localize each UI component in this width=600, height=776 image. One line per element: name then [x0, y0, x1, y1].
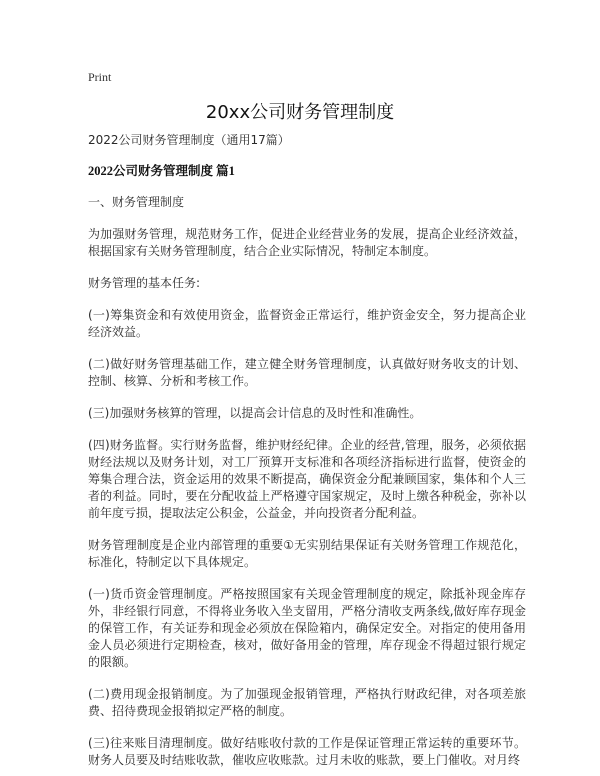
paragraph-rule-2: (二)费用现金报销制度。为了加强现金报销管理，严格执行财政纪律，对各项差旅费、招待费现金报销拟定严格的制度。 — [88, 687, 526, 718]
document-body — [88, 132, 526, 769]
document-title: 20xx公司财务管理制度 — [205, 102, 395, 123]
document-subtitle: 2022公司财务管理制度（通用17篇） — [88, 133, 290, 147]
paragraph-task-1: (一)筹集资金和有效使用资金，监督资金正常运行，维护资金安全，努力提高企业经济效益。 — [88, 308, 526, 339]
paragraph-task-3: (三)加强财务核算的管理，以提高会计信息的及时性和准确性。 — [88, 406, 422, 420]
paragraph-task-4: (四)财务监督。实行财务监督，维护财经纪律。企业的经营,管理，服务，必须依据财经法规以及财务计划，对工厂预算开支标准和各项经济指标进行监督，使资金的筹集合理合法，资金运用的效果不断提高，确保资金分配兼顾国家，集体和个人三者的利益。同时，要在分配收益上严格遵守国家规定，及时上缴各种税金，弥补以前年度亏损，提取法定公积金，公益金，并向投资者分配利益。 — [88, 438, 526, 520]
paragraph-section-title: 一、财务管理制度 — [88, 195, 185, 209]
paragraph-rules-intro: 财务管理制度是企业内部管理的重要①无实别结果保证有关财务管理工作规范化，标准化，特制定以下具体规定。 — [88, 538, 526, 569]
section-heading: 2022公司财务管理制度 篇1 — [88, 164, 235, 178]
paragraph-task-2: (二)做好财务管理基础工作，建立健全财务管理制度，认真做好财务收支的计划、控制、核算、分析和考核工作。 — [88, 357, 526, 388]
paragraph-intro: 为加强财务管理，规范财务工作，促进企业经营业务的发展，提高企业经济效益，根据国家有关财务管理制度，结合企业实际情况，特制定本制度。 — [88, 227, 526, 258]
paragraph-rule-3: (三)往来账目清理制度。做好结账收付款的工作是保证管理正常运转的重要环节。财务人员要及时结账收款，催收应收账款。过月未收的账款，要上门催收。对月终 — [88, 736, 526, 767]
paragraph-rule-1: (一)货币资金管理制度。严格按照国家有关现金管理制度的规定，除抵补现金库存外，非经银行同意，不得将业务收入坐支留用，严格分清收支两条线,做好库存现金的保管工作，有关证券和现金必须放在保险箱内，确保定安全。对指定的使用备用金人员必须进行定期检查，核对，做好备用金的管理，库存现金不得超过银行规定的限额。 — [88, 587, 526, 669]
paragraph-basic-tasks: 财务管理的基本任务: — [88, 276, 201, 290]
print-label[interactable]: Print — [88, 70, 112, 84]
